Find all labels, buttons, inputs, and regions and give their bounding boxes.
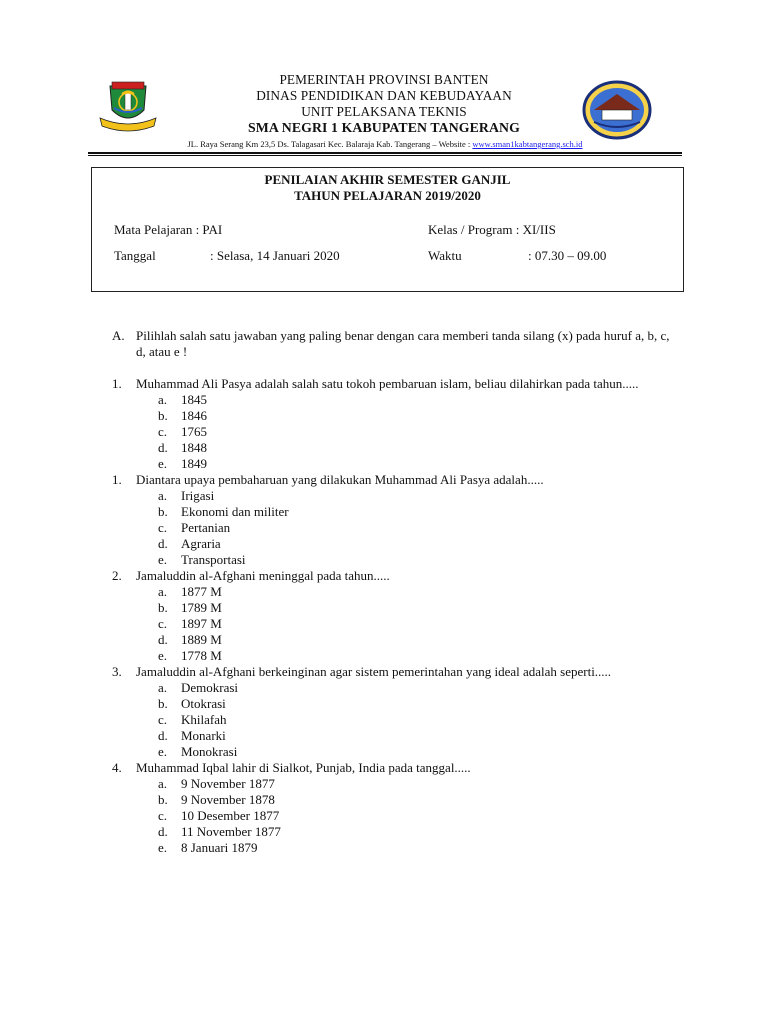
subject-label: Mata Pelajaran : PAI: [114, 222, 223, 237]
option-text: 1846: [181, 408, 207, 423]
option[interactable]: [112, 712, 682, 728]
school-address: [90, 139, 680, 150]
option-letter: e.: [158, 456, 168, 471]
address-text: JL. Raya Serang Km 23,5 Ds. Talagasari Kec. Balaraja Kab. Tangerang – Website :: [187, 139, 473, 149]
option-text: 11 November 1877: [181, 824, 281, 839]
question: [112, 760, 682, 856]
exam-title: PENILAIAN AKHIR SEMESTER GANJIL: [264, 172, 511, 187]
letterhead-divider-thin: [88, 155, 682, 156]
option-text: Monokrasi: [181, 744, 238, 759]
question: [112, 568, 682, 664]
question-number: 3.: [112, 664, 122, 679]
option[interactable]: [112, 680, 682, 696]
option[interactable]: [112, 440, 682, 456]
option[interactable]: [112, 728, 682, 744]
option-text: 1848: [181, 440, 207, 455]
instruction-text: Pilihlah salah satu jawaban yang paling benar dengan cara memberi tanda silang (x) pada huruf a, b, c, d, atau e !: [136, 328, 670, 359]
option-letter: a.: [158, 488, 168, 503]
option[interactable]: [112, 840, 682, 856]
option-text: 1897 M: [181, 616, 222, 631]
option[interactable]: [112, 584, 682, 600]
header-line-department: DINAS PENDIDIKAN DAN KEBUDAYAAN: [256, 88, 512, 103]
option[interactable]: [112, 504, 682, 520]
question: [112, 376, 682, 472]
header-line-province: PEMERINTAH PROVINSI BANTEN: [279, 72, 489, 87]
option-letter: a.: [158, 776, 168, 791]
exam-info-box: [91, 167, 684, 292]
option-text: 1849: [181, 456, 207, 471]
option[interactable]: [112, 456, 682, 472]
time-value: : 07.30 – 09.00: [528, 248, 607, 263]
option-letter: e.: [158, 552, 168, 567]
banten-emblem-logo: [96, 80, 160, 132]
option-letter: c.: [158, 616, 168, 631]
question-text: Jamaluddin al-Afghani meninggal pada tahun.....: [136, 568, 390, 583]
option[interactable]: [112, 552, 682, 568]
option-letter: b.: [158, 600, 168, 615]
option-text: 1778 M: [181, 648, 222, 663]
option-text: Monarki: [181, 728, 226, 743]
question-number: 1.: [112, 376, 122, 391]
letterhead-text: [170, 72, 598, 136]
question-number: 1.: [112, 472, 122, 487]
option-letter: d.: [158, 824, 168, 839]
question-text: Muhammad Iqbal lahir di Sialkot, Punjab, India pada tanggal.....: [136, 760, 471, 775]
option-letter: e.: [158, 744, 168, 759]
option-letter: b.: [158, 408, 168, 423]
option[interactable]: [112, 600, 682, 616]
option[interactable]: [112, 392, 682, 408]
date-value: : Selasa, 14 Januari 2020: [210, 248, 340, 263]
option-text: Pertanian: [181, 520, 231, 535]
option[interactable]: [112, 792, 682, 808]
option-letter: b.: [158, 792, 168, 807]
option[interactable]: [112, 488, 682, 504]
option-letter: c.: [158, 520, 168, 535]
option[interactable]: [112, 696, 682, 712]
instruction: [112, 328, 682, 360]
option-text: Ekonomi dan militer: [181, 504, 289, 519]
option-letter: d.: [158, 728, 168, 743]
option-letter: c.: [158, 424, 168, 439]
time-label: Waktu: [428, 248, 462, 263]
option-text: 8 Januari 1879: [181, 840, 258, 855]
option-letter: d.: [158, 632, 168, 647]
header-line-unit: UNIT PELAKSANA TEKNIS: [301, 104, 467, 119]
question: [112, 664, 682, 760]
option-text: 9 November 1877: [181, 776, 275, 791]
option-text: 10 Desember 1877: [181, 808, 280, 823]
option-text: Otokrasi: [181, 696, 226, 711]
option-letter: c.: [158, 808, 168, 823]
option[interactable]: [112, 824, 682, 840]
question-number: 4.: [112, 760, 122, 775]
option-text: 1889 M: [181, 632, 222, 647]
option-letter: b.: [158, 504, 168, 519]
header-line-school: SMA NEGRI 1 KABUPATEN TANGERANG: [248, 120, 520, 135]
option[interactable]: [112, 632, 682, 648]
option-letter: b.: [158, 696, 168, 711]
option-letter: a.: [158, 392, 168, 407]
question-number: 2.: [112, 568, 122, 583]
exam-year: TAHUN PELAJARAN 2019/2020: [294, 188, 481, 203]
option-letter: d.: [158, 440, 168, 455]
option[interactable]: [112, 424, 682, 440]
option-text: Demokrasi: [181, 680, 239, 695]
question-list: [112, 376, 682, 856]
letterhead-divider-thick: [88, 152, 682, 154]
option[interactable]: [112, 648, 682, 664]
option-text: 1765: [181, 424, 207, 439]
class-label: Kelas / Program : XI/IIS: [428, 222, 556, 237]
option-letter: e.: [158, 648, 168, 663]
option-text: Transportasi: [181, 552, 246, 567]
option-letter: e.: [158, 840, 168, 855]
option-text: Khilafah: [181, 712, 227, 727]
question-text: Muhammad Ali Pasya adalah salah satu tokoh pembaruan islam, beliau dilahirkan pada tahun.....: [136, 376, 639, 391]
option[interactable]: [112, 744, 682, 760]
option[interactable]: [112, 616, 682, 632]
option-text: Agraria: [181, 536, 221, 551]
option-text: 1845: [181, 392, 207, 407]
option-text: Irigasi: [181, 488, 215, 503]
option-letter: c.: [158, 712, 168, 727]
date-label: Tanggal: [114, 248, 156, 263]
option-letter: a.: [158, 680, 168, 695]
option-letter: d.: [158, 536, 168, 551]
option-text: 9 November 1878: [181, 792, 275, 807]
option-text: 1789 M: [181, 600, 222, 615]
option-text: 1877 M: [181, 584, 222, 599]
website-link[interactable]: www.sman1kabtangerang.sch.id: [472, 139, 583, 149]
option[interactable]: [112, 520, 682, 536]
option[interactable]: [112, 408, 682, 424]
option[interactable]: [112, 776, 682, 792]
instruction-marker: A.: [112, 328, 125, 343]
exam-content: [112, 328, 682, 856]
question-text: Jamaluddin al-Afghani berkeinginan agar sistem pemerintahan yang ideal adalah seperti.....: [136, 664, 612, 679]
question: [112, 472, 682, 568]
option[interactable]: [112, 808, 682, 824]
question-text: Diantara upaya pembaharuan yang dilakukan Muhammad Ali Pasya adalah.....: [136, 472, 544, 487]
option-letter: a.: [158, 584, 168, 599]
option[interactable]: [112, 536, 682, 552]
